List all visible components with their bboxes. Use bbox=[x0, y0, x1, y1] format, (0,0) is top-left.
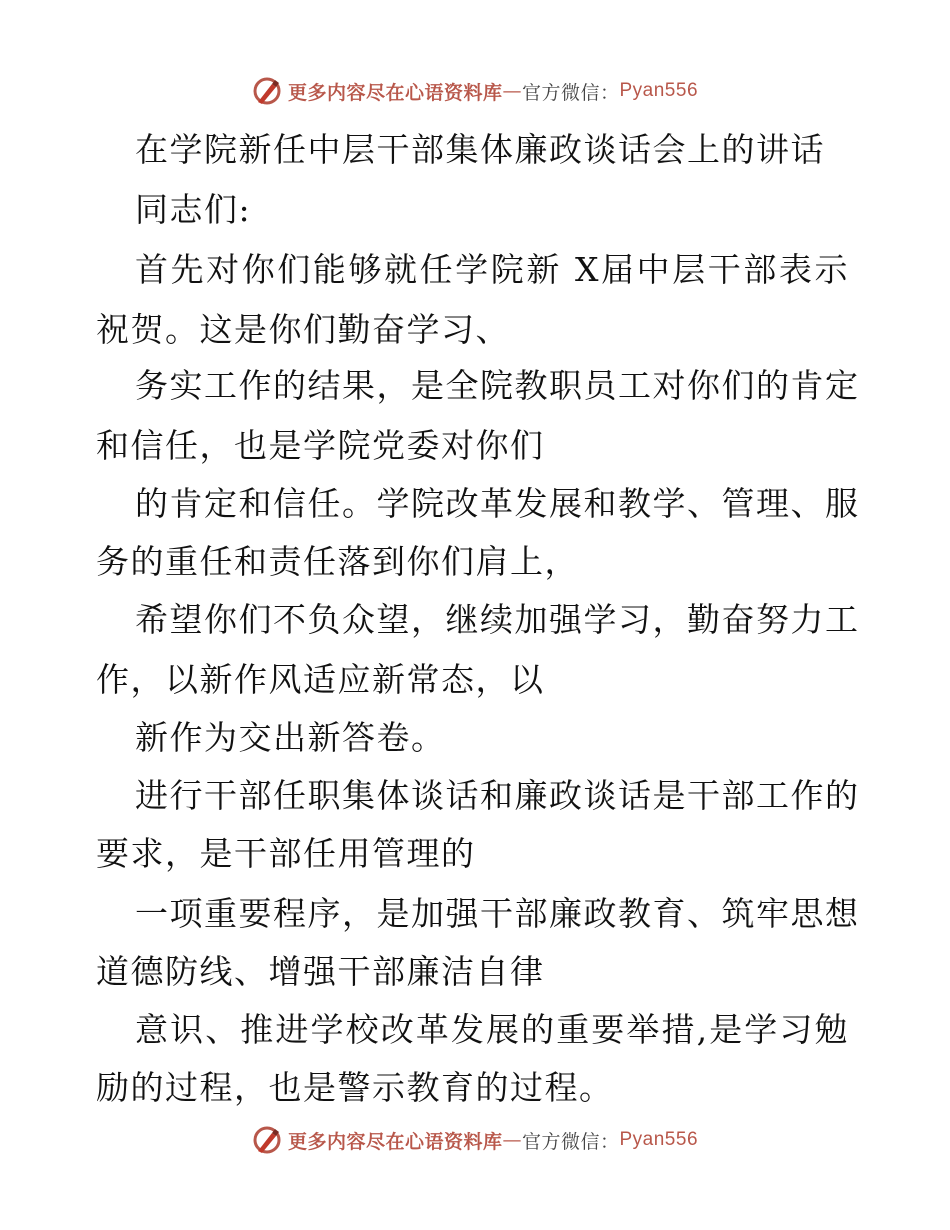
footer-handle: Pyan556 bbox=[619, 1129, 699, 1150]
header-watermark bbox=[0, 71, 950, 111]
pen-circle-logo-icon bbox=[252, 1125, 282, 1155]
paragraph-line: 一项重要程序，是加强干部廉政教育、筑牢思想 bbox=[135, 894, 860, 933]
paragraph-line: 务实工作的结果，是全院教职员工对你们的肯定 bbox=[135, 366, 860, 405]
paragraph-line: 作，以新作风适应新常态，以 bbox=[96, 660, 545, 699]
paragraph-line: 新作为交出新答卷。 bbox=[135, 718, 446, 757]
header-separator: — bbox=[502, 80, 522, 102]
pen-circle-logo-icon bbox=[252, 76, 282, 106]
header-contact-label: 官方微信： bbox=[521, 81, 620, 104]
footer-brand: 更多内容尽在心语资料库 bbox=[287, 1130, 503, 1153]
paragraph-line: 和信任，也是学院党委对你们 bbox=[96, 426, 545, 465]
footer-contact-label: 官方微信： bbox=[521, 1130, 620, 1153]
paragraph-line: 务的重任和责任落到你们肩上， bbox=[96, 542, 579, 581]
footer-watermark bbox=[0, 1120, 950, 1160]
footer-separator: — bbox=[502, 1129, 522, 1151]
paragraph-line: 道德防线、增强干部廉洁自律 bbox=[96, 952, 545, 991]
header-brand: 更多内容尽在心语资料库 bbox=[287, 81, 503, 104]
document-title: 在学院新任中层干部集体廉政谈话会上的讲话 bbox=[135, 130, 825, 169]
greeting: 同志们: bbox=[135, 190, 252, 229]
paragraph-line: 的肯定和信任。学院改革发展和教学、管理、服 bbox=[135, 484, 860, 523]
paragraph-line: 励的过程，也是警示教育的过程。 bbox=[96, 1068, 614, 1107]
paragraph-line: 要求，是干部任用管理的 bbox=[96, 834, 476, 873]
paragraph-line: 首先对你们能够就任学院新 X届中层干部表示 bbox=[135, 250, 849, 289]
paragraph-line: 希望你们不负众望，继续加强学习，勤奋努力工 bbox=[135, 600, 860, 639]
paragraph-line: 意识、推进学校改革发展的重要举措,是学习勉 bbox=[135, 1010, 849, 1049]
header-handle: Pyan556 bbox=[619, 80, 699, 101]
paragraph-line: 进行干部任职集体谈话和廉政谈话是干部工作的 bbox=[135, 776, 860, 815]
paragraph-line: 祝贺。这是你们勤奋学习、 bbox=[96, 310, 510, 349]
